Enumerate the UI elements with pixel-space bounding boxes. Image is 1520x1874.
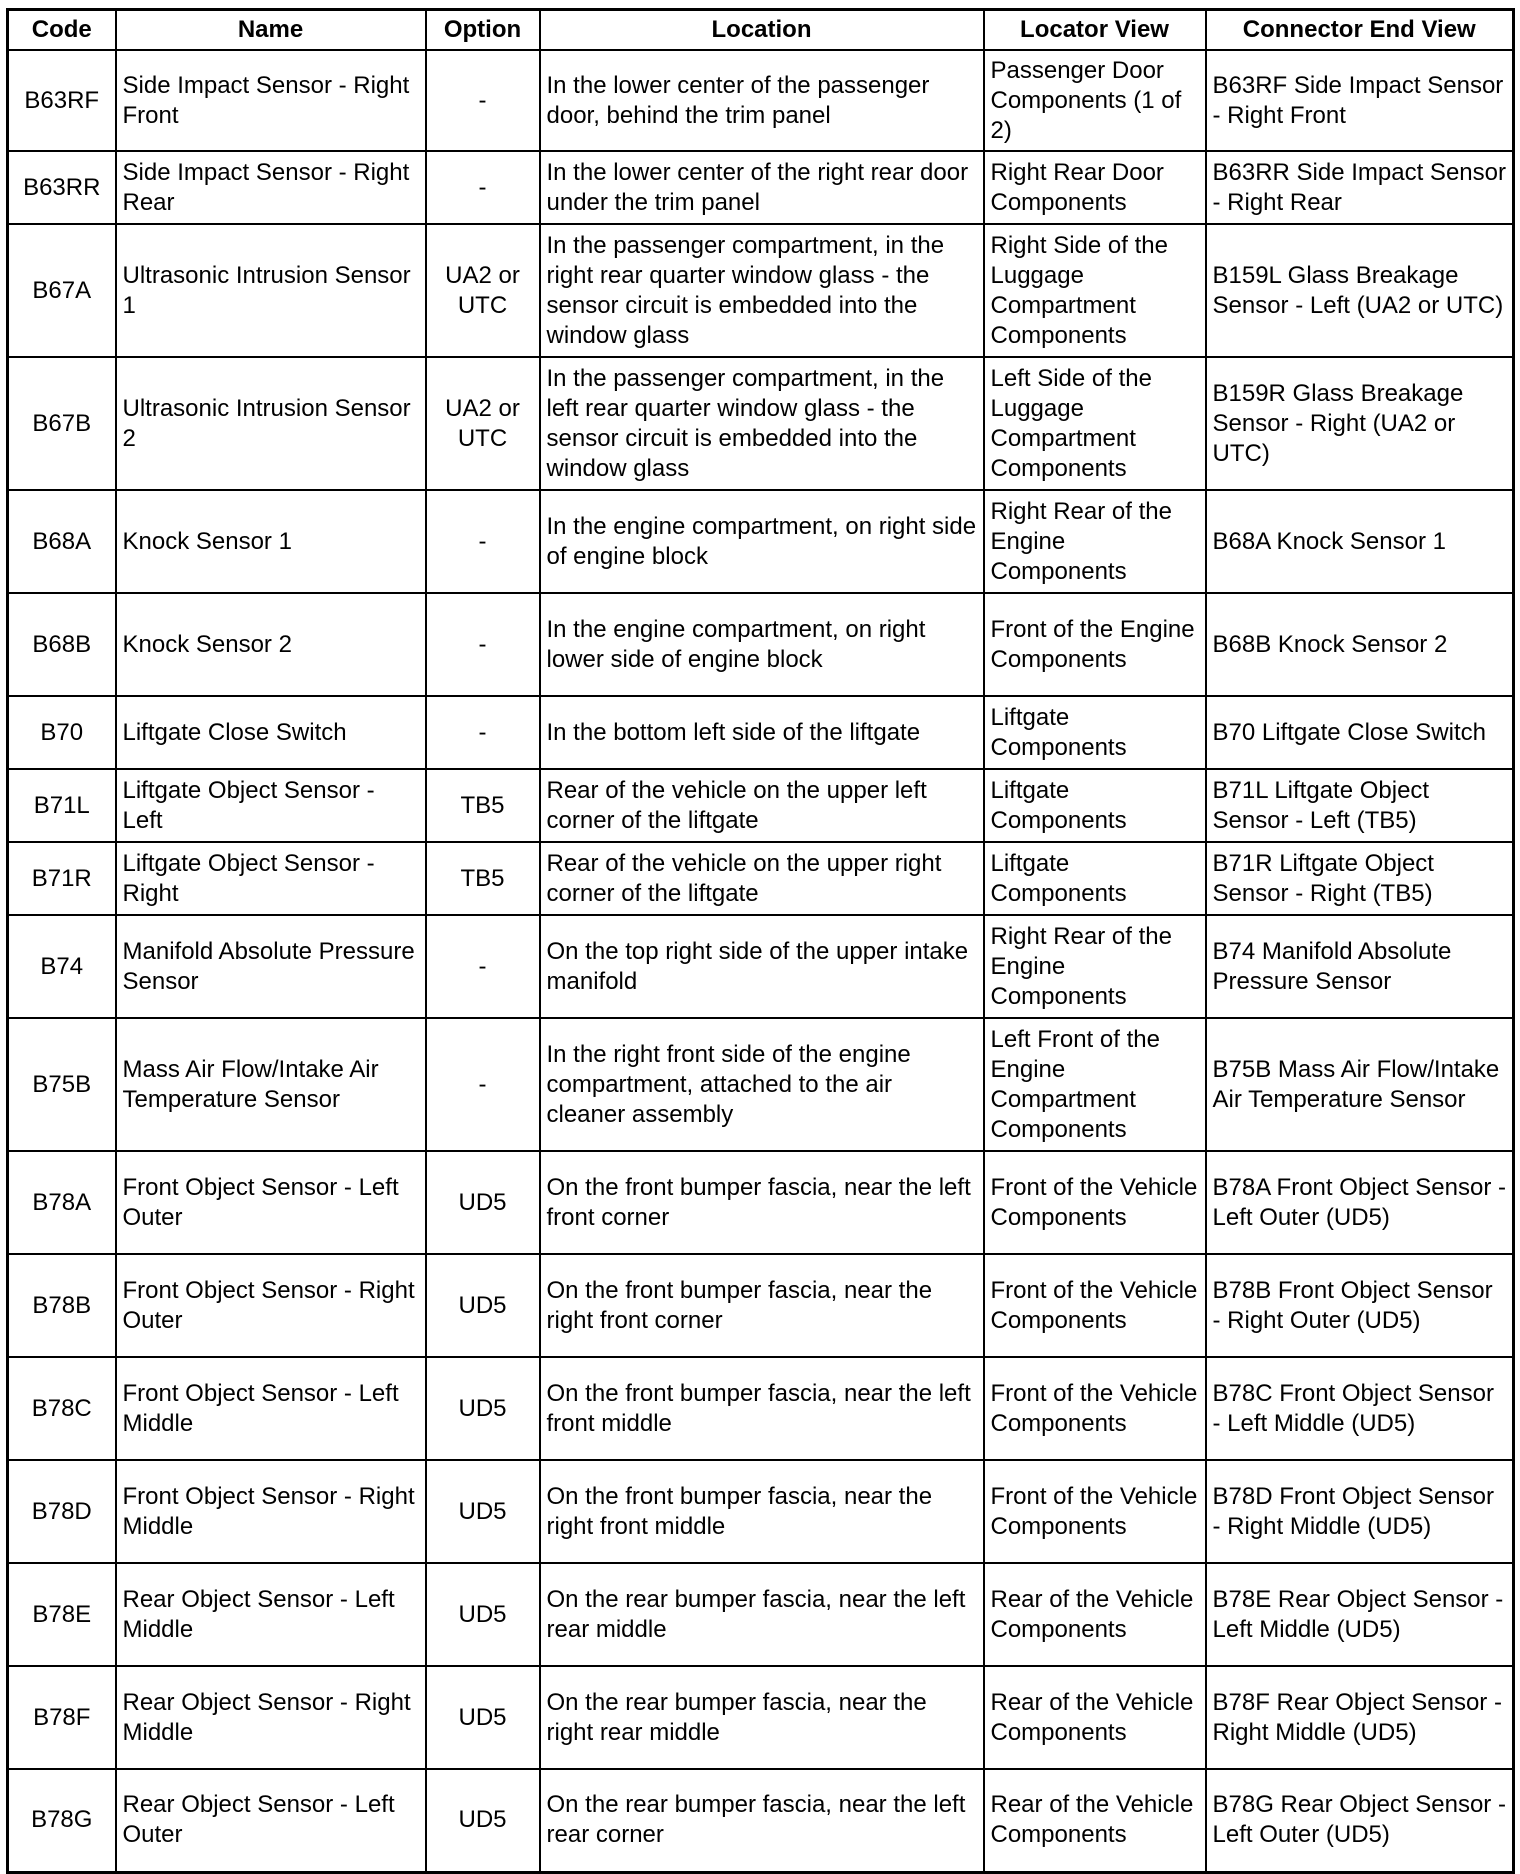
cell-name: Front Object Sensor - Left Outer [116, 1151, 426, 1254]
cell-location: In the lower center of the right rear door under the trim panel [540, 151, 984, 224]
cell-option: UD5 [426, 1563, 540, 1666]
cell-locator-view: Liftgate Components [984, 842, 1206, 915]
cell-location: Rear of the vehicle on the upper left corner of the liftgate [540, 769, 984, 842]
cell-code: B63RF [8, 50, 116, 151]
cell-code: B68A [8, 490, 116, 593]
cell-code: B68B [8, 593, 116, 696]
cell-option: UD5 [426, 1666, 540, 1769]
table-row [8, 1460, 1514, 1563]
cell-location: In the bottom left side of the liftgate [540, 696, 984, 769]
cell-option: - [426, 593, 540, 696]
header-name: Name [116, 10, 426, 51]
cell-connector-end-view: B78E Rear Object Sensor - Left Middle (UD5) [1206, 1563, 1514, 1666]
cell-option: - [426, 696, 540, 769]
table-row [8, 1357, 1514, 1460]
cell-option: TB5 [426, 842, 540, 915]
cell-connector-end-view: B75B Mass Air Flow/Intake Air Temperature Sensor [1206, 1018, 1514, 1151]
cell-locator-view: Right Rear of the Engine Components [984, 490, 1206, 593]
cell-connector-end-view: B78G Rear Object Sensor - Left Outer (UD5) [1206, 1769, 1514, 1872]
cell-option: UA2 or UTC [426, 357, 540, 490]
cell-location: In the passenger compartment, in the right rear quarter window glass - the sensor circuit is embedded into the window glass [540, 224, 984, 357]
cell-location: In the lower center of the passenger door, behind the trim panel [540, 50, 984, 151]
cell-code: B78F [8, 1666, 116, 1769]
table-row [8, 357, 1514, 490]
cell-locator-view: Passenger Door Components (1 of 2) [984, 50, 1206, 151]
cell-connector-end-view: B78A Front Object Sensor - Left Outer (UD5) [1206, 1151, 1514, 1254]
cell-code: B67A [8, 224, 116, 357]
cell-option: - [426, 50, 540, 151]
cell-locator-view: Right Side of the Luggage Compartment Components [984, 224, 1206, 357]
cell-location: On the front bumper fascia, near the right front middle [540, 1460, 984, 1563]
cell-connector-end-view: B78F Rear Object Sensor - Right Middle (UD5) [1206, 1666, 1514, 1769]
cell-option: - [426, 151, 540, 224]
cell-option: TB5 [426, 769, 540, 842]
table-row [8, 1769, 1514, 1872]
cell-locator-view: Left Side of the Luggage Compartment Components [984, 357, 1206, 490]
cell-code: B78D [8, 1460, 116, 1563]
cell-name: Rear Object Sensor - Left Middle [116, 1563, 426, 1666]
cell-name: Liftgate Object Sensor - Left [116, 769, 426, 842]
cell-locator-view: Liftgate Components [984, 696, 1206, 769]
cell-connector-end-view: B74 Manifold Absolute Pressure Sensor [1206, 915, 1514, 1018]
cell-connector-end-view: B78C Front Object Sensor - Left Middle (UD5) [1206, 1357, 1514, 1460]
cell-connector-end-view: B63RR Side Impact Sensor - Right Rear [1206, 151, 1514, 224]
cell-connector-end-view: B78D Front Object Sensor - Right Middle (UD5) [1206, 1460, 1514, 1563]
table-row [8, 1254, 1514, 1357]
table-row [8, 490, 1514, 593]
cell-option: - [426, 1018, 540, 1151]
cell-name: Rear Object Sensor - Right Middle [116, 1666, 426, 1769]
cell-location: In the right front side of the engine compartment, attached to the air cleaner assembly [540, 1018, 984, 1151]
cell-option: UD5 [426, 1357, 540, 1460]
table-row [8, 915, 1514, 1018]
cell-location: On the top right side of the upper intake manifold [540, 915, 984, 1018]
table-row [8, 151, 1514, 224]
cell-code: B75B [8, 1018, 116, 1151]
cell-locator-view: Front of the Vehicle Components [984, 1357, 1206, 1460]
cell-option: UD5 [426, 1151, 540, 1254]
header-locator-view: Locator View [984, 10, 1206, 51]
cell-location: On the rear bumper fascia, near the left rear corner [540, 1769, 984, 1872]
cell-code: B74 [8, 915, 116, 1018]
cell-connector-end-view: B159R Glass Breakage Sensor - Right (UA2 or UTC) [1206, 357, 1514, 490]
cell-name: Ultrasonic Intrusion Sensor 2 [116, 357, 426, 490]
cell-location: On the front bumper fascia, near the right front corner [540, 1254, 984, 1357]
header-code: Code [8, 10, 116, 51]
header-row [8, 10, 1514, 51]
cell-location: Rear of the vehicle on the upper right corner of the liftgate [540, 842, 984, 915]
cell-location: In the passenger compartment, in the left rear quarter window glass - the sensor circuit is embedded into the window glass [540, 357, 984, 490]
cell-locator-view: Left Front of the Engine Compartment Components [984, 1018, 1206, 1151]
cell-code: B70 [8, 696, 116, 769]
cell-connector-end-view: B68B Knock Sensor 2 [1206, 593, 1514, 696]
component-locator-table [6, 8, 1515, 1874]
cell-code: B67B [8, 357, 116, 490]
cell-code: B63RR [8, 151, 116, 224]
table-row [8, 224, 1514, 357]
cell-name: Liftgate Object Sensor - Right [116, 842, 426, 915]
table-row [8, 50, 1514, 151]
cell-connector-end-view: B71R Liftgate Object Sensor - Right (TB5) [1206, 842, 1514, 915]
cell-connector-end-view: B68A Knock Sensor 1 [1206, 490, 1514, 593]
cell-connector-end-view: B78B Front Object Sensor - Right Outer (UD5) [1206, 1254, 1514, 1357]
cell-option: UD5 [426, 1254, 540, 1357]
cell-location: In the engine compartment, on right side of engine block [540, 490, 984, 593]
cell-option: UD5 [426, 1460, 540, 1563]
cell-code: B78B [8, 1254, 116, 1357]
cell-name: Front Object Sensor - Right Middle [116, 1460, 426, 1563]
table-row [8, 842, 1514, 915]
cell-connector-end-view: B159L Glass Breakage Sensor - Left (UA2 or UTC) [1206, 224, 1514, 357]
table-row [8, 593, 1514, 696]
header-option: Option [426, 10, 540, 51]
cell-name: Knock Sensor 1 [116, 490, 426, 593]
cell-connector-end-view: B71L Liftgate Object Sensor - Left (TB5) [1206, 769, 1514, 842]
table-row [8, 1666, 1514, 1769]
table-row [8, 1018, 1514, 1151]
cell-name: Rear Object Sensor - Left Outer [116, 1769, 426, 1872]
table-row [8, 696, 1514, 769]
cell-name: Ultrasonic Intrusion Sensor 1 [116, 224, 426, 357]
cell-code: B71R [8, 842, 116, 915]
cell-code: B78G [8, 1769, 116, 1872]
cell-option: - [426, 490, 540, 593]
cell-location: On the rear bumper fascia, near the right rear middle [540, 1666, 984, 1769]
cell-locator-view: Front of the Vehicle Components [984, 1460, 1206, 1563]
cell-locator-view: Right Rear Door Components [984, 151, 1206, 224]
cell-locator-view: Rear of the Vehicle Components [984, 1563, 1206, 1666]
header-connector-end-view: Connector End View [1206, 10, 1514, 51]
cell-name: Mass Air Flow/Intake Air Temperature Sensor [116, 1018, 426, 1151]
cell-connector-end-view: B63RF Side Impact Sensor - Right Front [1206, 50, 1514, 151]
cell-code: B78A [8, 1151, 116, 1254]
cell-code: B71L [8, 769, 116, 842]
cell-locator-view: Front of the Vehicle Components [984, 1151, 1206, 1254]
cell-option: UD5 [426, 1769, 540, 1872]
cell-locator-view: Right Rear of the Engine Components [984, 915, 1206, 1018]
cell-name: Liftgate Close Switch [116, 696, 426, 769]
cell-locator-view: Front of the Engine Components [984, 593, 1206, 696]
cell-locator-view: Rear of the Vehicle Components [984, 1769, 1206, 1872]
cell-name: Side Impact Sensor - Right Rear [116, 151, 426, 224]
cell-connector-end-view: B70 Liftgate Close Switch [1206, 696, 1514, 769]
cell-location: On the front bumper fascia, near the left front middle [540, 1357, 984, 1460]
table-row [8, 1151, 1514, 1254]
cell-location: In the engine compartment, on right lower side of engine block [540, 593, 984, 696]
cell-location: On the front bumper fascia, near the left front corner [540, 1151, 984, 1254]
cell-code: B78E [8, 1563, 116, 1666]
table-row [8, 1563, 1514, 1666]
cell-name: Side Impact Sensor - Right Front [116, 50, 426, 151]
cell-name: Front Object Sensor - Right Outer [116, 1254, 426, 1357]
cell-locator-view: Liftgate Components [984, 769, 1206, 842]
table-row [8, 769, 1514, 842]
cell-location: On the rear bumper fascia, near the left rear middle [540, 1563, 984, 1666]
cell-option: - [426, 915, 540, 1018]
header-location: Location [540, 10, 984, 51]
cell-name: Manifold Absolute Pressure Sensor [116, 915, 426, 1018]
cell-locator-view: Front of the Vehicle Components [984, 1254, 1206, 1357]
cell-locator-view: Rear of the Vehicle Components [984, 1666, 1206, 1769]
cell-code: B78C [8, 1357, 116, 1460]
cell-option: UA2 or UTC [426, 224, 540, 357]
cell-name: Knock Sensor 2 [116, 593, 426, 696]
cell-name: Front Object Sensor - Left Middle [116, 1357, 426, 1460]
